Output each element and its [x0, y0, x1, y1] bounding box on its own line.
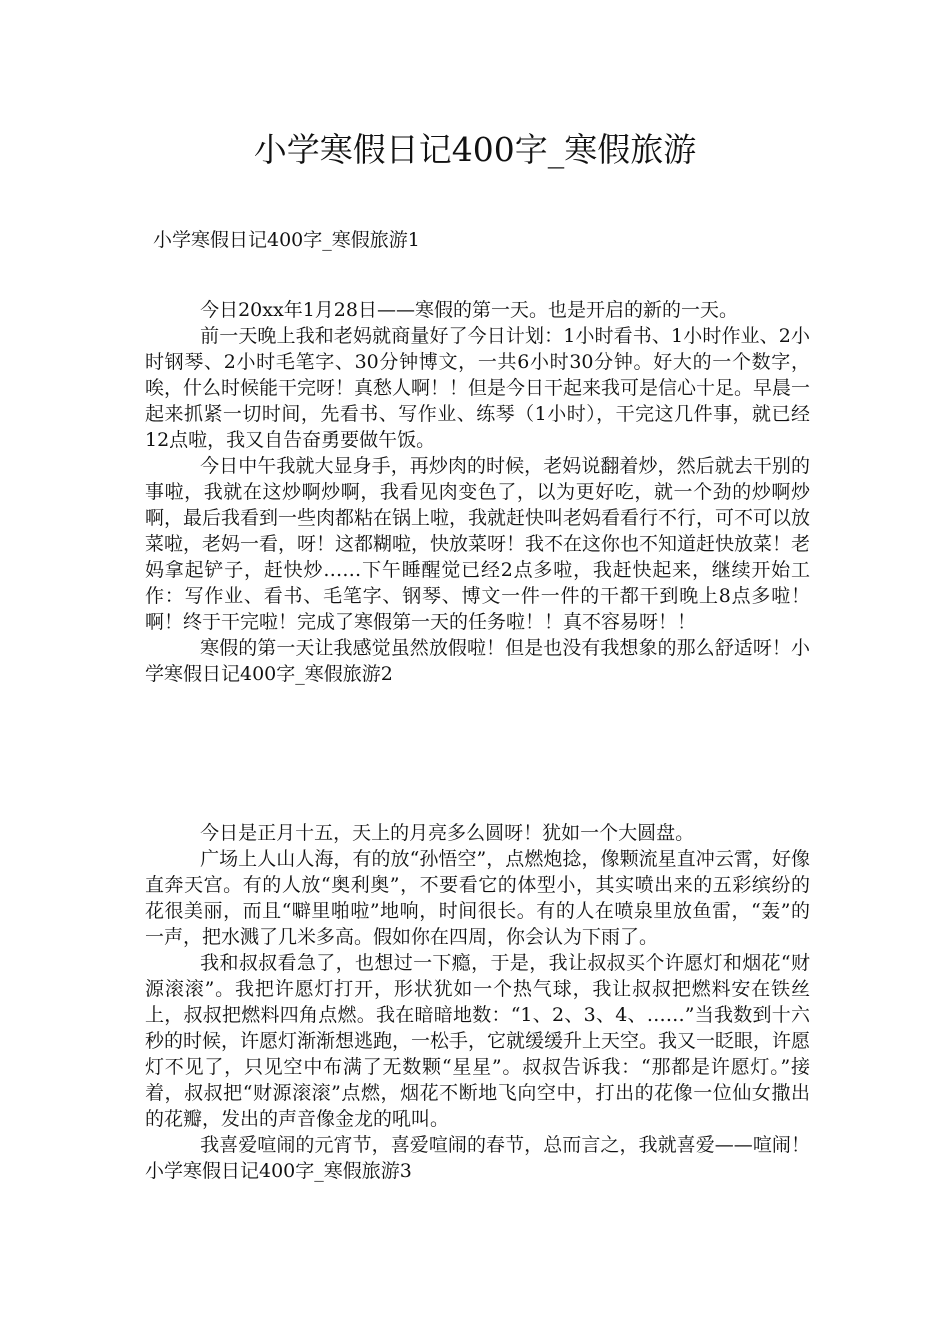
paragraph: 今日20xx年1月28日——寒假的第一天。也是开启的新的一天。 [200, 299, 738, 321]
section-2-body [145, 820, 810, 1184]
paragraph: 今日中午我就大显身手，再炒肉的时候，老妈说翻着炒，然后就去干别的事啦，我就在这炒啊炒啊，我看见肉变色了，以为更好吃，就一个劲的炒啊炒啊，最后我看到一些肉都粘在锅上啦，我就赶快叫老妈看看行不行，可不可以放菜啦，老妈一看，呀！这都糊啦，快放菜呀！我不在这你也不知道赶快放菜！老妈拿起铲子，赶快炒……下午睡醒觉已经2点多啦，我赶快起来，继续开始工作：写作业、看书、毛笔字、钢琴、博文一件一件的干都干到晚上8点多啦！啊！终于干完啦！完成了寒假第一天的任务啦！！真不容易呀！！ [145, 455, 811, 633]
paragraph: 我和叔叔看急了，也想过一下瘾，于是，我让叔叔买个许愿灯和烟花“财源滚滚”。我把许愿灯打开，形状犹如一个热气球，我让叔叔把燃料安在铁丝上，叔叔把燃料四角点燃。我在暗暗地数：“1、2、3、4、……”当我数到十六秒的时候，许愿灯渐渐想逃跑，一松手，它就缓缓升上天空。我又一眨眼，许愿灯不见了，只见空中布满了无数颗“星星”。叔叔告诉我：“那都是许愿灯。”接着，叔叔把“财源滚滚”点燃，烟花不断地飞向空中，打出的花像一位仙女撒出的花瓣，发出的声音像金龙的吼叫。 [145, 952, 811, 1130]
paragraph: 寒假的第一天让我感觉虽然放假啦！但是也没有我想象的那么舒适呀！小学寒假日记400字_寒假旅游2 [145, 637, 810, 685]
section-1-heading: 小学寒假日记400字_寒假旅游1 [153, 229, 420, 251]
section-1-body [145, 297, 810, 687]
paragraph: 我喜爱喧闹的元宵节，喜爱喧闹的春节，总而言之，我就喜爱——喧闹！小学寒假日记400字_寒假旅游3 [145, 1134, 810, 1182]
document-title: 小学寒假日记400字_寒假旅游 [253, 130, 697, 169]
paragraph: 今日是正月十五，天上的月亮多么圆呀！犹如一个大圆盘。 [200, 822, 695, 844]
paragraph: 前一天晚上我和老妈就商量好了今日计划：1小时看书、1小时作业、2小时钢琴、2小时毛笔字、30分钟博文，一共6小时30分钟。好大的一个数字，唉，什么时候能干完呀！真愁人啊！！但是今日干起来我可是信心十足。早晨一起来抓紧一切时间，先看书、写作业、练琴（1小时），干完这几件事，就已经12点啦，我又自告奋勇要做午饭。 [145, 325, 811, 451]
paragraph: 广场上人山人海，有的放“孙悟空”，点燃炮捻，像颗流星直冲云霄，好像直奔天宫。有的人放“奥利奥”，不要看它的体型小，其实喷出来的五彩缤纷的花很美丽，而且“噼里啪啦”地响，时间很长。有的人在喷泉里放鱼雷，“轰”的一声，把水溅了几米多高。假如你在四周，你会认为下雨了。 [145, 848, 810, 948]
